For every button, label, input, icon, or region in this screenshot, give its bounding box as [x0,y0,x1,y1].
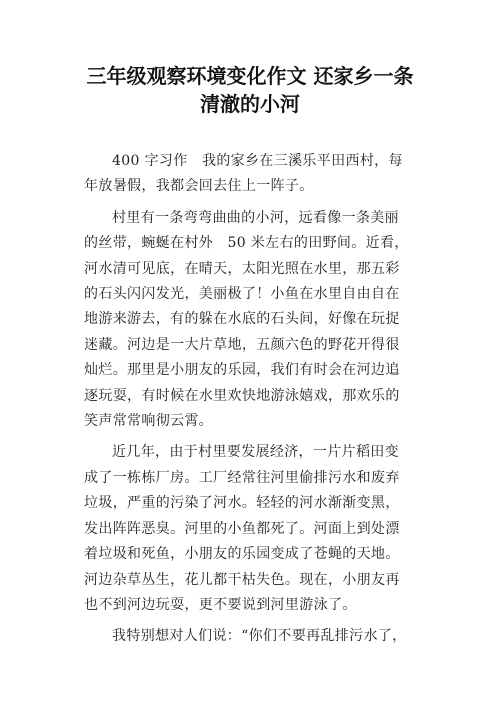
text-line: 年放暑假，我都会回去住上一阵子。 [84,178,314,195]
article-body [84,149,429,656]
text-line: 河边杂草丛生，花儿都干枯失色。现在，小朋友再 [84,571,400,588]
paragraph-4 [84,624,429,649]
paragraph-2 [84,206,429,435]
text-line: 的石头闪闪发光，美丽极了！小鱼在水里自由自在 [84,286,400,303]
text-line: 也不到河边玩耍，更不要说到河里游泳了。 [84,596,357,613]
text-line: 着垃圾和死鱼，小朋友的乐园变成了苍蝇的天地。 [84,546,400,563]
paragraph-1 [84,149,429,200]
text-line: 400 字习作 我的家乡在三溪乐平田西村，每 [112,153,403,169]
text-line: 的丝带，蜿蜒在村外 50 米左右的田野间。近看， [84,235,409,252]
text-line: 笑声常常响彻云霄。 [84,413,214,430]
paragraph-3 [84,440,429,618]
text-line: 灿烂。那里是小朋友的乐园，我们有时会在河边追 [84,362,400,379]
text-line: 河水清可见底，在晴天，太阳光照在水里，那五彩 [84,260,400,277]
text-line: 我特别想对人们说：“你们不要再乱排污水了， [112,628,407,645]
title-line: 清澈的小河 [200,92,300,116]
title-line: 三年级观察环境变化作文 还家乡一条 [86,64,414,88]
text-line: 迷藏。河边是一大片草地，五颜六色的野花开得很 [84,336,400,353]
text-line: 成了一栋栋厂房。工厂经常往河里偷排污水和废弃 [84,469,400,486]
text-line: 村里有一条弯弯曲曲的小河，远看像一条美丽 [112,209,399,226]
article-title [60,62,440,118]
text-line: 垃圾，严重的污染了河水。轻轻的河水渐渐变黑， [84,495,400,512]
text-line: 发出阵阵恶臭。河里的小鱼都死了。河面上到处漂 [84,520,400,537]
text-line: 地游来游去，有的躲在水底的石头间，好像在玩捉 [84,311,400,328]
text-line: 逐玩耍，有时候在水里欢快地游泳嬉戏，那欢乐的 [84,387,400,404]
text-line: 近几年，由于村里要发展经济，一片片稻田变 [112,444,399,461]
